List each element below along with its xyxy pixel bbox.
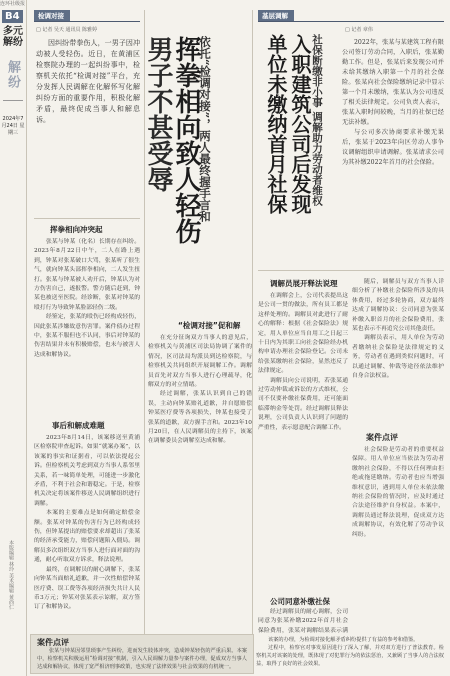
paper-name: 连环社级报 <box>0 1 26 7</box>
middle-headline-2: 男子不甚受辱 <box>143 36 173 192</box>
right-body-col-1b <box>258 608 348 634</box>
masthead-strip <box>0 0 27 676</box>
middle-case-text: 张某与钟某因邻里琐事产生纠纷，进而发生肢体冲突，造成钟某轻伤的严重后果。本案中，检察机关积极运用“检调对接”机制，引入人民调解力量参与案件办理，促成双方当事人达成和解协议，体现了宽严相济刑事政策，也实现了法律效果与社会效果的有机统一。 <box>37 648 247 670</box>
middle-case-body <box>37 647 247 671</box>
left-article-tag: 检调对接 <box>34 10 70 21</box>
strip-divider <box>3 100 23 101</box>
middle-para-2: 经过调解，张某认识到自己的错误，主动向钟某赔礼道歉，并自愿赔偿钟某医疗费等各项损失，钟某也接受了张某的道歉，双方握手言和。2023年10月20日，在人民调解员的主持下，该案在调解委员会调解室达成和解。 <box>148 391 252 445</box>
right-subhead-1: 调解员展开释法说理 <box>270 279 338 288</box>
middle-case-box <box>30 634 254 674</box>
left-para-1: 张某与钟某（化名）长期存在纠纷。2023年8月22日中午，二人在路上遇到，钟某对张某破口大骂，张某听了很生气，就向钟某头部挥拳相向，二人发生扭打。张某与钟某被人劝开后，钟某认为对方伤害自己，遂报警。警方随后赶到，钟某也被送至医院。经诊断，张某对钟某的殴打行为导致钟某脸部轻伤二级。 <box>34 239 140 311</box>
right-byline: □ 记者 章伟 <box>345 27 373 33</box>
right-kicker: 社保断缴非小事 调解助力劳动者维权 <box>311 34 323 206</box>
section-name: 多元解纷 <box>3 26 23 48</box>
issue-date: 2024年7月24日 星期三 <box>1 116 25 136</box>
left-intro-rule <box>34 218 140 219</box>
right-body-col-2 <box>352 278 444 426</box>
page-badge: B4 <box>2 10 23 23</box>
right-intro-text-2: 与公司多次协商要求补缴无果后，张某于2023年向区劳动人事争议调解组织申请调解。张某请求公司为其补缴2022年首月的社会保险。 <box>342 129 444 166</box>
right-headline-1: 入职建筑公司后发现 <box>288 34 312 214</box>
right-tag-rule <box>258 21 444 22</box>
left-para-4: 本案的主要难点是如何确定赔偿金额。张某对钟某的伤害行为已经构成轻伤，但钟某提出的赔偿要求却超出了张某的经济承受能力，赔偿问题陷入僵局。调解员多次组织双方当事人进行面对面的沟通，耐心听取双方诉求，释法说理。 <box>34 510 140 564</box>
right-case-head: 案件点评 <box>366 433 398 442</box>
bottom-right-text <box>256 636 444 672</box>
right-para-2: 调解员向公司说明，若张某通过劳动仲裁或诉讼的方式维权，公司不仅要补缴社保费用，还可能面临滞纳金等处罚。经过调解员释法说理，公司负责人认识到了问题的严重性，表示愿意配合调解工作。 <box>258 377 348 431</box>
left-subhead-2: 事后和解成难题 <box>52 421 105 430</box>
right-intro-text: 2022年，张某与某建筑工程有限公司签订劳动合同，入职后，张某勤勤工作。但是，张某后来发现公司并未给其缴纳入职第一个月的社会保险。张某向社会保险缴纳记录中显示第一个月未缴纳，张某认为公司违反了相关法律规定。公司负责人表示，张某入职时间较晚，当月的社保已经无法补缴。 <box>342 39 444 126</box>
left-intro-text: 因纠纷带拳伤人，一男子因冲动被人受轻伤。近日，在黄浦区检察院办理的一起纠纷事中，检察机关依托“检调对接”平台，充分发挥人民调解在化解怀写化解纠纷方面的重要作用，积极化解矛盾，最终促成当事人和解息诉。 <box>36 39 140 124</box>
right-intro-rule <box>258 270 444 271</box>
middle-kicker: 依托“检调对接”，两人最终握手言和 <box>198 36 212 222</box>
right-para-1: 在调解会上，公司代表提出这是公司一贯的做法，所有员工都是这样处理的。调解员对此进行了耐心的解释：根据《社会保险法》规定，用人单位应当自用工之日起三十日内为其职工向社会保险经办机构申请办理社会保险登记。公司未给张某缴纳社会保险，显然违反了法律规定。 <box>258 293 348 375</box>
right-para-5: 调解员表示，用人单位为劳动者缴纳社会保险是法律规定的义务，劳动者在遇到类似问题时，可以通过调解、仲裁等途径依法维护自身合法权益。 <box>352 335 444 380</box>
middle-body-col-1 <box>148 334 252 624</box>
left-subhead-1: 挥拳相向冲突起 <box>50 225 103 234</box>
left-tag-rule <box>34 21 140 22</box>
left-para-3: 2023年8月14日，该案移送至黄浦区检察院审查起诉。如果“就案办案”，以该案的事实和证据看，可以依法提起公诉。但检察机关考虑到双方当事人系邻里关系，若一味简单处理，可能进一步激化矛盾，不利于社会和谐稳定。于是，检察机关决定将该案件移送人民调解组织进行调解。 <box>34 435 140 507</box>
middle-para-3: 过程中，检察官对事发原因进行了深入了解，并对双方进行了普法教育。检察机关对该案的处理，既体现了对犯罪行为的依法惩治，又兼顾了当事人的合法权益，取得了良好的社会效果。 <box>256 645 444 667</box>
left-byline: □ 记者 吴天 通讯员 陈雅婷 <box>36 27 98 33</box>
right-para-4: 经过调解员的耐心调解，公司同意为张某补缴2022年首月社会保险费用，张某对调解结果表示满 <box>258 609 348 634</box>
right-intro <box>342 38 444 264</box>
middle-case-head: 案件点评 <box>37 638 69 647</box>
right-subhead-2: 公司同意补缴社保 <box>270 597 330 606</box>
middle-headline-1: 挥拳相向致人轻伤 <box>171 36 201 244</box>
middle-para-1: 在充分征询双方当事人的意见后，检察机关与黄浦区司法局协调了案件的情况，区司法局均派员到达检察院，与检察机关共同组织开展调解工作。调解员首先对双方当事人进行心理疏导，化解双方的对立情绪。 <box>148 335 252 389</box>
right-case-text: 社会保险是劳动者的重要权益保障。用人单位应当依法为劳动者缴纳社会保险，不得以任何理由拒绝或拖延缴纳。劳动者也应当增强维权意识，遇到用人单位未依法缴纳社会保险的情况时，应及时通过合法途径维护自身权益。本案中，调解员通过释法说理，促成双方达成调解协议，有效化解了劳动争议纠纷。 <box>352 447 444 538</box>
strip-footer: 本版编辑 林玲 美术编辑 黄尚仁 <box>8 540 14 610</box>
column-divider-2 <box>252 10 253 634</box>
middle-subhead: “检调对接”促和解 <box>178 321 241 330</box>
left-body-1 <box>34 238 140 416</box>
left-intro <box>36 38 140 210</box>
left-body-2 <box>34 434 140 624</box>
right-case-body <box>352 446 444 634</box>
left-para-2: 经鉴定，张某的殴伤已经构成轻伤，因此张某涉嫌故意伤害罪。案件侦办过程中，张某不服但也不认同，事后对钟某的伤害结果并未有积极赔偿，也未与被害人达成和解协议。 <box>34 314 140 358</box>
section-decor: 解纷 <box>5 60 20 90</box>
right-para-3: 随后，调解员与双方当事人详细分析了补缴社会保险所涉及的具体费用，经过多轮协商，双方最终达成了调解协议：公司同意为张某补缴入职首月的社会保险费用，张某也表示不再追究公司其他责任。 <box>352 279 444 333</box>
right-headline-2: 单位未缴纳首月社保 <box>264 34 288 214</box>
left-para-5: 最终，在调解员的耐心调解下，张某向钟某当面赔礼道歉，并一次性赔偿钟某医疗费、误工费等各项经济损失共计人民币3万元；钟某对张某表示谅解，双方签订了和解协议。 <box>34 566 140 611</box>
middle-case-text-2: 该案的办理，为检调对接化解矛盾纠纷提供了有益的参考和借鉴。 <box>268 637 419 643</box>
right-body-col-1 <box>258 292 348 592</box>
right-article-tag: 基层调解 <box>258 10 294 21</box>
